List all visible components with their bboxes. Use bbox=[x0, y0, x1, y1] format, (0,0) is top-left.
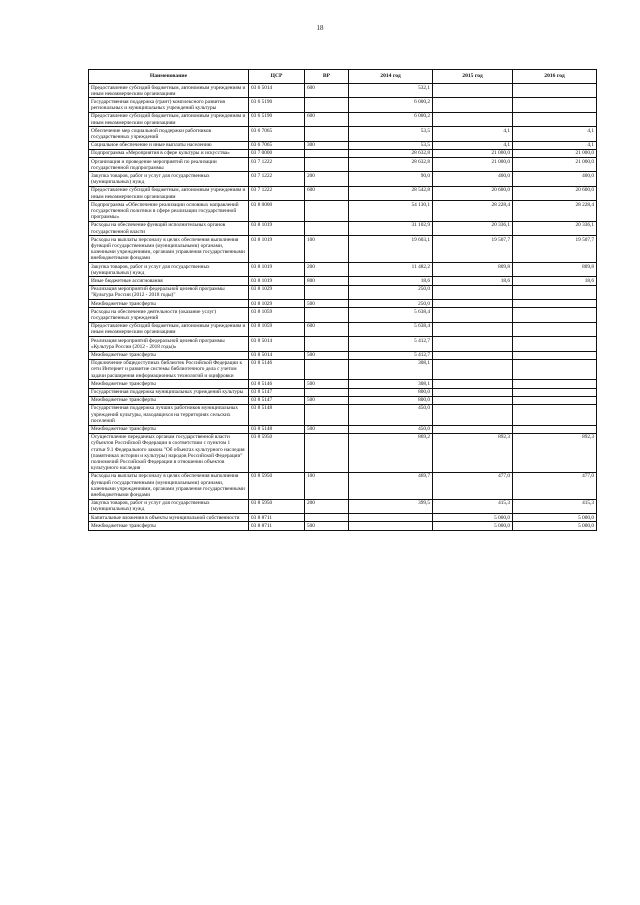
cell-csr: 03 8 5146 bbox=[249, 359, 305, 380]
table-row bbox=[89, 322, 597, 336]
cell-2016 bbox=[513, 388, 597, 396]
cell-2016 bbox=[513, 359, 597, 380]
cell-csr: 03 8 1019 bbox=[249, 277, 305, 285]
cell-csr: 03 8 5148 bbox=[249, 425, 305, 433]
table-row bbox=[89, 351, 597, 359]
cell-name: Организация и проведение мероприятий по реализации государственной подпрограммы bbox=[89, 158, 249, 172]
cell-2014 bbox=[349, 514, 433, 522]
cell-2016 bbox=[513, 285, 597, 299]
cell-csr: 03 8 5950 bbox=[249, 499, 305, 513]
cell-2014: 28 632,8 bbox=[349, 149, 433, 157]
cell-csr: 03 8 1019 bbox=[249, 221, 305, 235]
cell-vr: 500 bbox=[305, 300, 349, 308]
cell-2015: 28 228,4 bbox=[433, 201, 513, 222]
table-row bbox=[89, 425, 597, 433]
cell-2016: 20 336,1 bbox=[513, 221, 597, 235]
cell-name: Предоставление субсидий бюджетным, автономным учреждениям и иным некоммерческим организациям bbox=[89, 322, 249, 336]
cell-2014: 399,5 bbox=[349, 499, 433, 513]
cell-2015: 4,1 bbox=[433, 127, 513, 141]
table-row bbox=[89, 201, 597, 222]
cell-name: Расходы на обеспечение функций исполнительных органов государственной власти bbox=[89, 221, 249, 235]
cell-2015: 5 000,0 bbox=[433, 522, 513, 530]
cell-2016 bbox=[513, 380, 597, 388]
table-row bbox=[89, 308, 597, 322]
cell-csr: 03 8 5147 bbox=[249, 396, 305, 404]
cell-2015 bbox=[433, 300, 513, 308]
cell-vr: 200 bbox=[305, 172, 349, 186]
cell-2016: 5 000,0 bbox=[513, 514, 597, 522]
table-row bbox=[89, 359, 597, 380]
cell-2015: 4,1 bbox=[433, 141, 513, 149]
cell-2016 bbox=[513, 84, 597, 98]
header-name: Наименование bbox=[89, 70, 249, 84]
cell-vr bbox=[305, 158, 349, 172]
cell-name: Реализация мероприятий федеральной целевой программы "Культура России (2012 - 2018 годы)" bbox=[89, 285, 249, 299]
cell-name: Осуществление переданных органам государственной власти субъектов Российской Федерации в соответствии с пунктом 1 статьи 9.1 Федерального закона "Об объектах культурного наследия (памятниках истории и культуры) народов Российской Федерации" полномочий Российской Федерации в отношении объектов культурного наследия bbox=[89, 433, 249, 472]
cell-2016 bbox=[513, 322, 597, 336]
table-row bbox=[89, 172, 597, 186]
cell-2016 bbox=[513, 337, 597, 351]
cell-2014: 11 482,2 bbox=[349, 263, 433, 277]
cell-2014: 53,5 bbox=[349, 141, 433, 149]
cell-2015 bbox=[433, 388, 513, 396]
budget-table bbox=[88, 69, 597, 531]
cell-csr: 03 8 1029 bbox=[249, 285, 305, 299]
cell-vr bbox=[305, 308, 349, 322]
cell-2016 bbox=[513, 112, 597, 126]
cell-vr: 500 bbox=[305, 351, 349, 359]
table-row bbox=[89, 472, 597, 499]
cell-2014: 5 412,7 bbox=[349, 351, 433, 359]
cell-2014: 800,0 bbox=[349, 396, 433, 404]
table-row bbox=[89, 433, 597, 472]
cell-vr: 100 bbox=[305, 472, 349, 499]
cell-vr: 600 bbox=[305, 112, 349, 126]
cell-name: Межбюджетные трансферты bbox=[89, 396, 249, 404]
cell-2014: 532,1 bbox=[349, 84, 433, 98]
cell-name: Межбюджетные трансферты bbox=[89, 351, 249, 359]
table-row bbox=[89, 221, 597, 235]
cell-2016: 892,3 bbox=[513, 433, 597, 472]
cell-2014: 308,1 bbox=[349, 359, 433, 380]
cell-2014: 53,5 bbox=[349, 127, 433, 141]
cell-2014: 450,0 bbox=[349, 404, 433, 425]
cell-vr bbox=[305, 127, 349, 141]
cell-csr: 03 8 8711 bbox=[249, 522, 305, 530]
cell-2015 bbox=[433, 396, 513, 404]
cell-2015 bbox=[433, 322, 513, 336]
cell-2014: 5 638,4 bbox=[349, 308, 433, 322]
cell-2016: 5 000,0 bbox=[513, 522, 597, 530]
cell-2016 bbox=[513, 396, 597, 404]
cell-vr: 100 bbox=[305, 236, 349, 263]
table-row bbox=[89, 98, 597, 112]
cell-2014 bbox=[349, 522, 433, 530]
cell-2015: 809,8 bbox=[433, 263, 513, 277]
cell-vr: 500 bbox=[305, 522, 349, 530]
cell-2014: 28 542,8 bbox=[349, 186, 433, 200]
cell-2014: 6 000,2 bbox=[349, 112, 433, 126]
cell-vr: 600 bbox=[305, 322, 349, 336]
table-row bbox=[89, 404, 597, 425]
cell-2016: 18,6 bbox=[513, 277, 597, 285]
table-row bbox=[89, 84, 597, 98]
page-number: 18 bbox=[316, 24, 324, 32]
cell-vr bbox=[305, 285, 349, 299]
table-row bbox=[89, 149, 597, 157]
cell-2015 bbox=[433, 112, 513, 126]
cell-2015: 18,6 bbox=[433, 277, 513, 285]
table-row bbox=[89, 337, 597, 351]
cell-2014: 54 130,1 bbox=[349, 201, 433, 222]
cell-2016 bbox=[513, 300, 597, 308]
cell-name: Государственная поддержка муниципальных учреждений культуры bbox=[89, 388, 249, 396]
cell-2015 bbox=[433, 380, 513, 388]
cell-2014: 6 000,2 bbox=[349, 98, 433, 112]
cell-2016: 809,8 bbox=[513, 263, 597, 277]
cell-csr: 03 8 5147 bbox=[249, 388, 305, 396]
cell-2015: 892,3 bbox=[433, 433, 513, 472]
cell-2014: 869,2 bbox=[349, 433, 433, 472]
table-row bbox=[89, 127, 597, 141]
header-2016: 2016 год bbox=[513, 70, 597, 84]
cell-csr: 03 6 7065 bbox=[249, 127, 305, 141]
cell-name: Реализация мероприятий федеральной целевой программы «Культура России (2012 - 2018 годы)» bbox=[89, 337, 249, 351]
cell-2015: 21 000,0 bbox=[433, 149, 513, 157]
cell-csr: 03 8 5014 bbox=[249, 351, 305, 359]
cell-vr: 200 bbox=[305, 499, 349, 513]
cell-2015 bbox=[433, 359, 513, 380]
cell-csr: 03 8 1019 bbox=[249, 236, 305, 263]
cell-name: Межбюджетные трансферты bbox=[89, 522, 249, 530]
cell-2014: 469,7 bbox=[349, 472, 433, 499]
cell-csr: 03 6 5190 bbox=[249, 112, 305, 126]
cell-vr bbox=[305, 404, 349, 425]
cell-2015 bbox=[433, 404, 513, 425]
cell-csr: 03 8 5950 bbox=[249, 472, 305, 499]
header-csr: ЦСР bbox=[249, 70, 305, 84]
cell-csr: 03 7 0000 bbox=[249, 149, 305, 157]
cell-name: Межбюджетные трансферты bbox=[89, 380, 249, 388]
cell-2014: 250,0 bbox=[349, 300, 433, 308]
table-row bbox=[89, 236, 597, 263]
cell-csr: 03 8 1059 bbox=[249, 322, 305, 336]
cell-2016: 20 600,0 bbox=[513, 186, 597, 200]
cell-csr: 03 8 8711 bbox=[249, 514, 305, 522]
cell-name: Межбюджетные трансферты bbox=[89, 300, 249, 308]
cell-2014: 450,0 bbox=[349, 425, 433, 433]
cell-csr: 03 7 1222 bbox=[249, 158, 305, 172]
cell-2016 bbox=[513, 98, 597, 112]
cell-2014: 250,0 bbox=[349, 285, 433, 299]
cell-2015 bbox=[433, 98, 513, 112]
cell-2015 bbox=[433, 285, 513, 299]
cell-2016 bbox=[513, 404, 597, 425]
table-row bbox=[89, 285, 597, 299]
cell-csr: 03 6 5190 bbox=[249, 98, 305, 112]
cell-2014: 800,0 bbox=[349, 388, 433, 396]
cell-2016: 21 000,0 bbox=[513, 149, 597, 157]
table-header-row bbox=[89, 70, 597, 84]
cell-2014: 90,0 bbox=[349, 172, 433, 186]
table-row bbox=[89, 388, 597, 396]
cell-2016: 19 507,7 bbox=[513, 236, 597, 263]
cell-name: Подпрограмма «Обеспечение реализации основных направлений государственной политики в сфере реализации государственной программы» bbox=[89, 201, 249, 222]
cell-2016 bbox=[513, 425, 597, 433]
cell-name: Иные бюджетные ассигнования bbox=[89, 277, 249, 285]
cell-vr bbox=[305, 337, 349, 351]
cell-2015 bbox=[433, 308, 513, 322]
header-2014: 2014 год bbox=[349, 70, 433, 84]
cell-csr: 03 8 1059 bbox=[249, 308, 305, 322]
cell-vr bbox=[305, 221, 349, 235]
cell-2016: 21 000,0 bbox=[513, 158, 597, 172]
cell-name: Закупка товаров, работ и услуг для государственных (муниципальных) нужд bbox=[89, 172, 249, 186]
cell-2014: 18,6 bbox=[349, 277, 433, 285]
table-row bbox=[89, 263, 597, 277]
cell-2014: 5 412,7 bbox=[349, 337, 433, 351]
cell-csr: 03 8 1029 bbox=[249, 300, 305, 308]
table-row bbox=[89, 186, 597, 200]
cell-2015: 20 600,0 bbox=[433, 186, 513, 200]
cell-2016 bbox=[513, 308, 597, 322]
header-vr: ВР bbox=[305, 70, 349, 84]
cell-vr: 300 bbox=[305, 141, 349, 149]
cell-vr: 500 bbox=[305, 425, 349, 433]
cell-2015: 20 336,1 bbox=[433, 221, 513, 235]
cell-csr: 03 8 5146 bbox=[249, 380, 305, 388]
table-row bbox=[89, 396, 597, 404]
table-row bbox=[89, 277, 597, 285]
table-row bbox=[89, 300, 597, 308]
cell-vr: 500 bbox=[305, 380, 349, 388]
cell-name: Капитальные вложения в объекты муниципальной собственности bbox=[89, 514, 249, 522]
cell-csr: 03 7 1222 bbox=[249, 172, 305, 186]
cell-2016: 400,0 bbox=[513, 172, 597, 186]
cell-vr bbox=[305, 388, 349, 396]
table-body bbox=[89, 84, 597, 531]
cell-2014: 5 638,4 bbox=[349, 322, 433, 336]
cell-name: Расходы на обеспечение деятельности (оказание услуг) государственных учреждений bbox=[89, 308, 249, 322]
cell-2016 bbox=[513, 351, 597, 359]
cell-2015 bbox=[433, 84, 513, 98]
header-2015: 2015 год bbox=[433, 70, 513, 84]
cell-name: Межбюджетные трансферты bbox=[89, 425, 249, 433]
cell-csr: 03 8 0000 bbox=[249, 201, 305, 222]
cell-name: Подключение общедоступных библиотек Российской Федерации к сети Интернет и развитие системы библиотечного дела с учетом задачи расширения информационных технологий и оцифровки bbox=[89, 359, 249, 380]
cell-vr bbox=[305, 98, 349, 112]
cell-vr bbox=[305, 201, 349, 222]
cell-2014: 31 102,9 bbox=[349, 221, 433, 235]
cell-vr bbox=[305, 433, 349, 472]
cell-2015: 21 000,0 bbox=[433, 158, 513, 172]
cell-name: Расходы на выплаты персоналу в целях обеспечения выполнения функций государственными (муниципальными) органами, казенными учреждениями, органами управления государственными внебюджетными фондами bbox=[89, 236, 249, 263]
cell-vr: 600 bbox=[305, 186, 349, 200]
cell-vr bbox=[305, 359, 349, 380]
cell-2015 bbox=[433, 337, 513, 351]
cell-vr: 200 bbox=[305, 263, 349, 277]
table-row bbox=[89, 158, 597, 172]
cell-name: Подпрограмма «Мероприятия в сфере культуры и искусства» bbox=[89, 149, 249, 157]
cell-vr: 600 bbox=[305, 84, 349, 98]
cell-vr bbox=[305, 149, 349, 157]
cell-name: Расходы на выплаты персоналу в целях обеспечения выполнения функций государственными (муниципальными) органами, казенными учреждениями, органами управления государственными внебюджетными фондами bbox=[89, 472, 249, 499]
cell-2015: 400,0 bbox=[433, 172, 513, 186]
table-row bbox=[89, 522, 597, 530]
cell-vr: 800 bbox=[305, 277, 349, 285]
table-row bbox=[89, 514, 597, 522]
cell-2015 bbox=[433, 425, 513, 433]
cell-2015: 415,3 bbox=[433, 499, 513, 513]
table-row bbox=[89, 112, 597, 126]
cell-name: Закупка товаров, работ и услуг для государственных (муниципальных) нужд bbox=[89, 499, 249, 513]
cell-name: Закупка товаров, работ и услуг для государственных (муниципальных) нужд bbox=[89, 263, 249, 277]
cell-2014: 19 603,1 bbox=[349, 236, 433, 263]
cell-2016: 4,1 bbox=[513, 127, 597, 141]
cell-csr: 03 8 1019 bbox=[249, 263, 305, 277]
cell-name: Социальное обеспечение и иные выплаты населению bbox=[89, 141, 249, 149]
cell-2016: 477,0 bbox=[513, 472, 597, 499]
cell-2015: 5 000,0 bbox=[433, 514, 513, 522]
cell-2016: 415,3 bbox=[513, 499, 597, 513]
cell-csr: 03 8 5014 bbox=[249, 337, 305, 351]
cell-name: Государственная поддержка (грант) комплексного развития региональных и муниципальных учреждений культуры bbox=[89, 98, 249, 112]
table-row bbox=[89, 380, 597, 388]
cell-csr: 03 6 7065 bbox=[249, 141, 305, 149]
cell-2014: 308,1 bbox=[349, 380, 433, 388]
cell-name: Предоставление субсидий бюджетным, автономным учреждениям и иным некоммерческим организациям bbox=[89, 84, 249, 98]
cell-name: Государственная поддержка лучших работников муниципальных учреждений культуры, находящихся на территориях сельских поселений bbox=[89, 404, 249, 425]
table-row bbox=[89, 141, 597, 149]
cell-csr: 03 7 1222 bbox=[249, 186, 305, 200]
cell-csr: 03 8 5950 bbox=[249, 433, 305, 472]
cell-2015: 19 507,7 bbox=[433, 236, 513, 263]
cell-2015 bbox=[433, 351, 513, 359]
cell-2014: 28 632,8 bbox=[349, 158, 433, 172]
cell-2016: 4,1 bbox=[513, 141, 597, 149]
cell-csr: 03 8 5148 bbox=[249, 404, 305, 425]
table-row bbox=[89, 499, 597, 513]
cell-2015: 477,0 bbox=[433, 472, 513, 499]
cell-name: Предоставление субсидий бюджетным, автономным учреждениям и иным некоммерческим организациям bbox=[89, 112, 249, 126]
cell-name: Предоставление субсидий бюджетным, автономным учреждениям и иным некоммерческим организациям bbox=[89, 186, 249, 200]
cell-vr bbox=[305, 514, 349, 522]
cell-name: Обеспечение мер социальной поддержки работников государственных учреждений bbox=[89, 127, 249, 141]
cell-vr: 500 bbox=[305, 396, 349, 404]
cell-2016: 28 228,4 bbox=[513, 201, 597, 222]
cell-csr: 03 6 5014 bbox=[249, 84, 305, 98]
